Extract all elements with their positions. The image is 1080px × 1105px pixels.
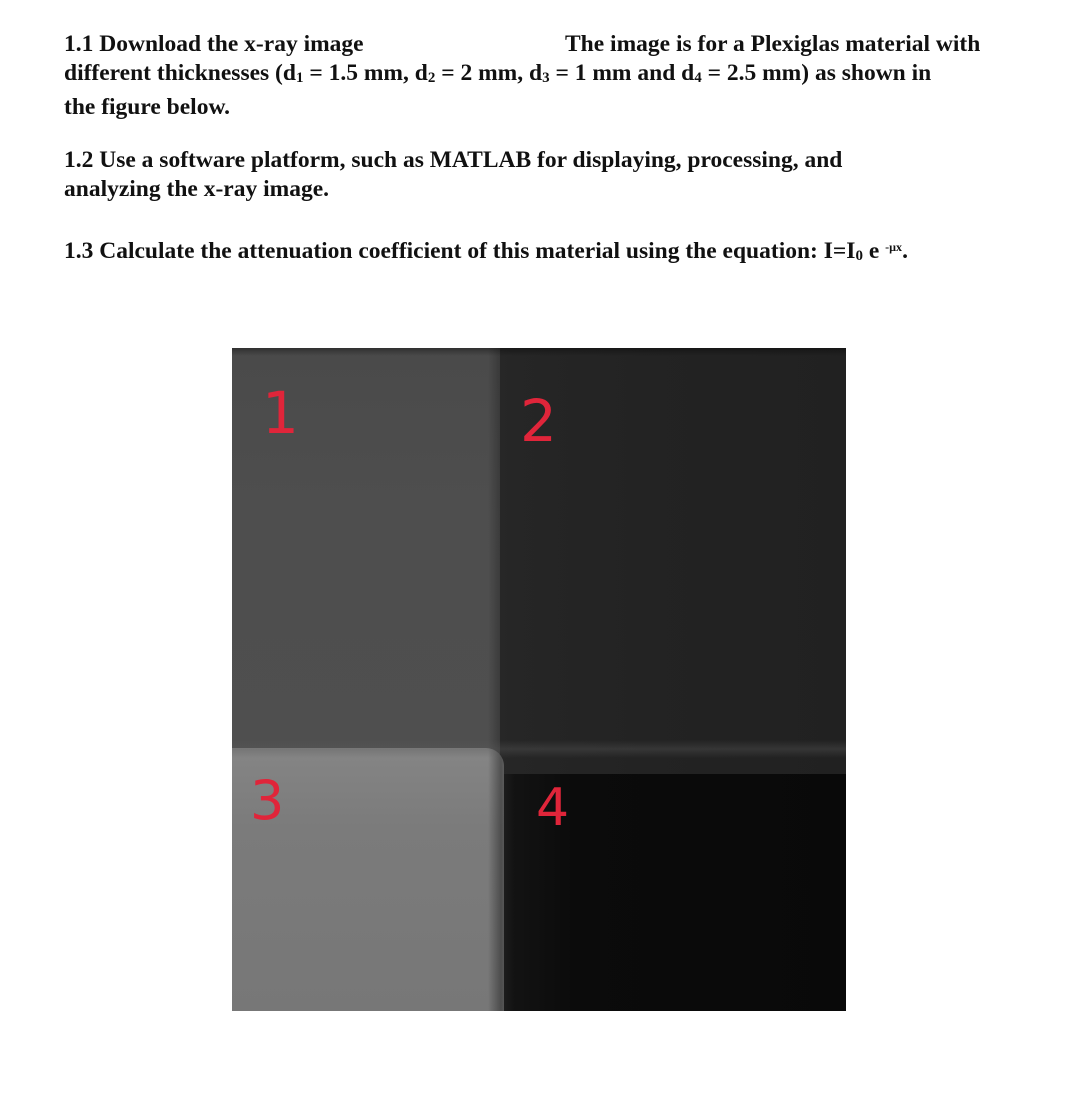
subscript-4: 4: [694, 70, 702, 86]
question-1-1: [64, 30, 1024, 122]
q1-text-c: = 2 mm, d: [435, 60, 543, 86]
q1-download-text: 1.1 Download the x-ray image: [64, 31, 364, 57]
question-1-2: [64, 146, 842, 204]
question-1-3: [64, 233, 908, 271]
q1-line-1: [64, 30, 1024, 59]
vertical-edge-blur: [488, 348, 514, 1011]
q1-text-a: different thicknesses (d: [64, 60, 296, 86]
q3-line-1: [64, 233, 908, 271]
q3-period: .: [902, 238, 908, 264]
q1-image-description: The image is for a Plexiglas material with: [565, 31, 981, 57]
subscript-3: 3: [542, 70, 550, 86]
q1-line-3: the figure below.: [64, 94, 231, 120]
q3-exp-base: e: [862, 238, 886, 264]
q3-subscript-0: 0: [855, 248, 863, 264]
region-label-1: 1: [262, 379, 299, 447]
horizontal-edge-blur: [232, 740, 846, 758]
q1-text-e: = 2.5 mm) as shown in: [701, 60, 932, 86]
subscript-1: 1: [295, 70, 304, 86]
q3-text: 1.3 Calculate the attenuation coefficient of this material using the equation: I=I: [64, 238, 856, 264]
top-edge-shade: [232, 348, 846, 356]
q2-line-2: analyzing the x-ray image.: [64, 176, 329, 202]
xray-image: [232, 348, 846, 1011]
q3-exponent: -µx: [885, 240, 903, 254]
q1-text-d: = 1 mm and d: [549, 60, 695, 86]
q1-text-b: = 1.5 mm, d: [303, 60, 428, 86]
region-label-2: 2: [520, 387, 557, 455]
region-label-3: 3: [250, 769, 285, 832]
q1-line-2: [64, 59, 1024, 93]
q2-line-1: 1.2 Use a software platform, such as MATLAB for displaying, processing, and: [64, 147, 843, 173]
region-label-4: 4: [536, 778, 570, 838]
subscript-2: 2: [427, 70, 436, 86]
